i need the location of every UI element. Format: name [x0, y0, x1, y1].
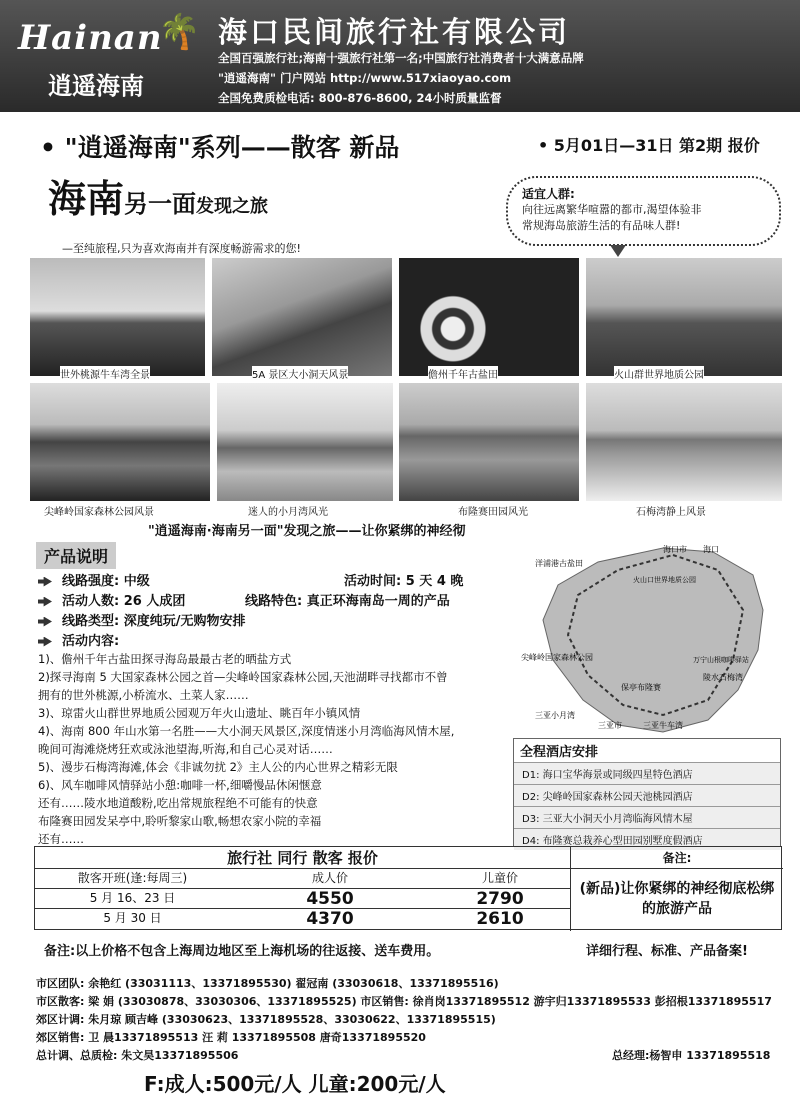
hotel-row: D3: 三亚大小洞天小月湾临海风情木屋 [514, 806, 780, 828]
main-title-a: 海南 [48, 177, 125, 221]
activity-item: 6)、风车咖啡风情驿站小憩:咖啡一杯,细嚼慢品休闲惬意 [38, 778, 322, 792]
photo-bulongsai [399, 383, 579, 501]
contact-line: 郊区计调: 朱月琼 顾吉峰 (33030623、13371895528、33030622、13371895515) [36, 1013, 496, 1026]
photo-caption: 火山群世界地质公园 [614, 366, 704, 381]
period-label: • 5月01日—31日 第2期 报价 [538, 136, 760, 155]
col-adult-header: 成人价 [311, 871, 348, 885]
row-child-price: 2610 [476, 909, 524, 929]
row-adult-price: 4550 [306, 889, 354, 909]
photo-shimeiwan [586, 383, 782, 501]
arrow-icon [38, 637, 52, 647]
map-label: 陵水石梅湾 [703, 673, 743, 682]
general-manager: 总经理:杨智申 13371895518 [612, 1049, 771, 1062]
bubble-tail [610, 245, 626, 257]
arrow-icon [38, 577, 52, 587]
photo-xiaoyuewan [217, 383, 393, 501]
map-label: 保亭布隆赛 [621, 683, 661, 692]
price-remark: 备注:以上价格不包含上海周边地区至上海机场的往返接、送车费用。 [44, 944, 440, 959]
bubble-body-1: 向往远离繁华喧嚣的都市,渴望体验非 [522, 203, 702, 216]
bubble-body-2: 常规海岛旅游生活的有品味人群! [522, 219, 681, 232]
arrow-icon [38, 597, 52, 607]
main-title [48, 168, 268, 223]
map-label: 尖峰岭国家森林公园 [521, 653, 593, 662]
header-line-2: "逍遥海南" 门户网站 http://www.517xiaoyao.com [218, 71, 512, 85]
activity-item: 4)、海南 800 年山水第一名胜——大小洞天风景区,深度情迷小月湾临海风情木屋, [38, 724, 455, 738]
photo-caption: 尖峰岭国家森林公园风景 [44, 503, 154, 518]
activity-item: 还有…… [38, 832, 84, 846]
palm-tree-icon: 🌴 [158, 12, 201, 52]
map-label: 洋浦港古盐田 [535, 559, 583, 568]
logo-chinese: 逍遥海南 [48, 72, 144, 100]
main-title-b: 另一面 [124, 190, 197, 218]
arrow-icon [38, 617, 52, 627]
map-label: 三亚牛车湾 [643, 721, 683, 730]
activity-item: 拥有的世外桃源,小桥流水、土菜人家…… [38, 688, 249, 702]
activity-item: 5)、漫步石梅湾海滩,体会《非诚勿扰 2》主人公的内心世界之精彩无限 [38, 760, 398, 774]
photo-salt-field [399, 258, 579, 376]
product-section-title: 产品说明 [36, 542, 116, 569]
company-name: 海口民间旅行社有限公司 [218, 15, 571, 49]
header-line-1: 全国百强旅行社;海南十强旅行社第一名;中国旅行社消费者十大满意品牌 [218, 51, 584, 65]
map-label: 海口 [703, 545, 719, 554]
bubble-title: 适宜人群: [522, 187, 575, 201]
photo-caption: 儋州千年古盐田 [428, 366, 498, 381]
main-title-c: 发现之旅 [196, 196, 269, 217]
activity-item: 还有……陵水地道酸粉,吃出常规旅程绝不可能有的快意 [38, 796, 318, 810]
product-line-intensity: 线路强度: 中级 [38, 570, 150, 589]
row-date: 5 月 30 日 [103, 911, 162, 925]
row-adult-price: 4370 [306, 909, 354, 929]
header-line-3: 全国免费质检电话: 800-876-8600, 24小时质量监督 [218, 91, 502, 105]
map-label: 海口市 [663, 545, 687, 554]
photo-jianfengling [30, 383, 210, 501]
note-body: (新品)让你紧绑的神经彻底松绑的旅游产品 [579, 881, 775, 917]
series-title: • "逍遥海南"系列——散客 新品 [40, 133, 400, 162]
logo-script: Hainan [18, 18, 163, 58]
table-row [35, 909, 570, 929]
photo-caption: 石梅湾静上风景 [636, 503, 706, 518]
photo-daxiaodongtian [212, 258, 392, 376]
price-note [570, 847, 783, 931]
header-banner [0, 0, 800, 112]
photo-caption: 迷人的小月湾风光 [248, 503, 328, 518]
map-label: 三亚小月湾 [535, 711, 575, 720]
product-line-type: 线路类型: 深度纯玩/无购物安排 [38, 610, 245, 629]
tagline: —至纯旅程,只为喜欢海南并有深度畅游需求的您! [62, 242, 301, 255]
hotel-row: D4: 布隆赛总栽养心型田园别墅度假酒店 [514, 828, 780, 850]
table-row [35, 889, 570, 909]
company-logo [18, 8, 201, 103]
col-date-header: 散客开班(逢:每周三) [77, 871, 188, 885]
col-child-header: 儿童价 [481, 871, 518, 885]
hotel-title: 全程酒店安排 [520, 745, 599, 760]
photo-volcano [586, 258, 782, 376]
note-head: 备注: [571, 847, 783, 869]
photo-caption: 世外桃源牛车湾全景 [60, 366, 150, 381]
footer-price: F:成人:500元/人 儿童:200元/人 [144, 1072, 446, 1096]
map-label: 三亚市 [598, 721, 622, 730]
photo-caption: 5A 景区大小洞天风景 [252, 366, 348, 381]
detail-remark: 详细行程、标准、产品备案! [586, 944, 748, 959]
price-table-head: 旅行社 同行 散客 报价 [35, 847, 570, 869]
product-line-activities: 活动内容: [38, 630, 119, 649]
activity-item: 晚间可海滩烧烤狂欢或泳池望海,听海,和自己心灵对话…… [38, 742, 333, 756]
row-child-price: 2790 [476, 889, 524, 909]
activity-item: 2)探寻海南 5 大国家森林公园之首—尖峰岭国家森林公园,天池湖畔寻找都市不曾 [38, 670, 448, 684]
target-audience-bubble [506, 176, 781, 246]
contact-line: 郊区销售: 卫 晨13371895513 汪 莉 13371895508 唐奇13371895520 [36, 1031, 426, 1044]
contact-line: 市区团队: 余艳红 (33031113、13371895530) 翟冠南 (33030618、13371895516) [36, 977, 499, 990]
activity-item: 3)、琼雷火山群世界地质公园观万年火山遗址、眺百年小镇风情 [38, 706, 361, 720]
hotel-row: D2: 尖峰岭国家森林公园天池桃园酒店 [514, 784, 780, 806]
hotel-schedule [513, 738, 781, 846]
map-label: 火山口世界地质公园 [633, 576, 696, 584]
price-table [34, 846, 782, 930]
activity-item: 布隆赛田园发呆亭中,聆听黎家山歌,畅想农家小院的幸福 [38, 814, 322, 828]
product-line-feature: 线路特色: 真正环海南岛一周的产品 [245, 594, 450, 609]
hainan-route-map [513, 540, 781, 735]
photo-niuchewan [30, 258, 205, 376]
product-line-group-size: 活动人数: 26 人成团 [38, 590, 185, 609]
activity-item: 1)、儋州千年古盐田探寻海岛最最古老的晒盐方式 [38, 652, 292, 666]
hotel-row: D1: 海口宝华海景或同级四星特色酒店 [514, 762, 780, 784]
contact-line: 市区散客: 梁 娟 (33030878、33030306、13371895525) 市区销售: 徐肖岗13371895512 游宇归13371895533 彭招根13371895517 [36, 995, 772, 1008]
product-line-duration: 活动时间: 5 天 4 晚 [344, 574, 464, 589]
photo-caption: 布隆赛田园风光 [458, 503, 528, 518]
row-date: 5 月 16、23 日 [89, 891, 176, 905]
price-table-header-row [35, 869, 570, 889]
map-label: 万宁山根咖啡驿站 [693, 656, 749, 664]
slogan-banner: "逍遥海南·海南另一面"发现之旅——让你紧绑的神经彻 [148, 524, 466, 539]
contact-line: 总计调、总质检: 朱文昊13371895506 [36, 1049, 239, 1062]
